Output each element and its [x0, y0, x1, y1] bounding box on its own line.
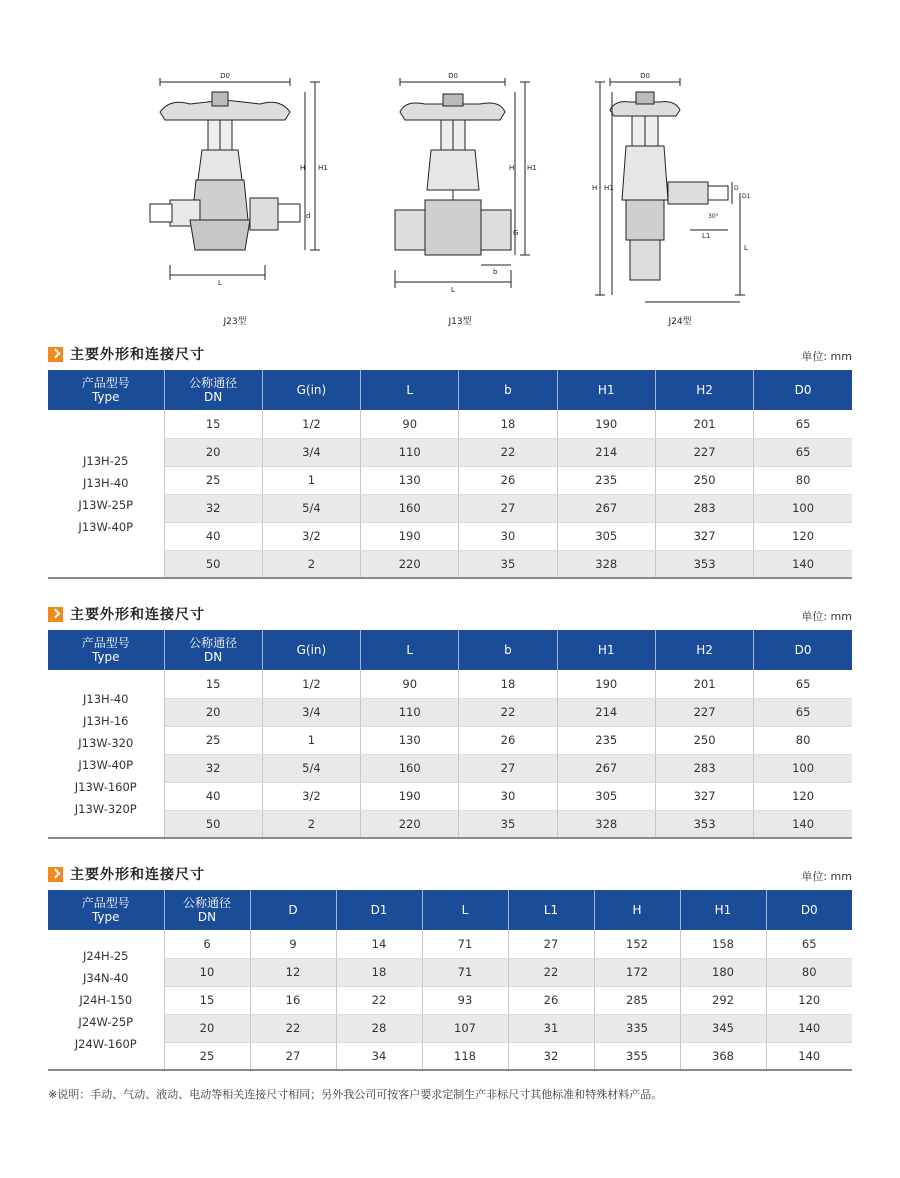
j24-label-d0: D0 — [640, 72, 650, 80]
table-row — [48, 930, 852, 958]
section-header — [48, 864, 852, 890]
table-cell: 327 — [655, 522, 753, 550]
unit-label: 单位: mm — [801, 350, 852, 363]
column-header: L — [361, 370, 459, 410]
table-cell: 80 — [766, 958, 852, 986]
table-cell: 31 — [508, 1014, 594, 1042]
table-cell: 90 — [361, 410, 459, 438]
table-cell: 80 — [754, 726, 852, 754]
table-cell: 10 — [164, 958, 250, 986]
column-header: H1 — [680, 890, 766, 930]
table-cell: 34 — [336, 1042, 422, 1070]
table-row — [48, 958, 852, 986]
table-row — [48, 726, 852, 754]
column-header: L1 — [508, 890, 594, 930]
dimension-section-3 — [48, 864, 852, 1071]
column-header: 公称通径 DN — [164, 630, 262, 670]
table-cell: 345 — [680, 1014, 766, 1042]
table-row — [48, 438, 852, 466]
table-row — [48, 670, 852, 698]
j13-valve-diagram — [385, 70, 535, 310]
table-row — [48, 698, 852, 726]
table-cell: 65 — [754, 410, 852, 438]
column-header: L — [361, 630, 459, 670]
table-cell: 15 — [164, 986, 250, 1014]
table-cell: 35 — [459, 550, 557, 578]
table-cell: 328 — [557, 550, 655, 578]
model-list: J13H-25 J13H-40 J13W-25P J13W-40P — [48, 410, 164, 578]
table-cell: 80 — [754, 466, 852, 494]
table-cell: 100 — [754, 494, 852, 522]
dimension-section-2 — [48, 604, 852, 839]
table-cell: 283 — [655, 754, 753, 782]
table-cell: 3/2 — [262, 522, 360, 550]
column-header: H2 — [655, 370, 753, 410]
column-header: 产品型号 Type — [48, 890, 164, 930]
j23-valve-diagram — [130, 70, 340, 310]
table-cell: 158 — [680, 930, 766, 958]
table-cell: 22 — [250, 1014, 336, 1042]
section-header — [48, 344, 852, 370]
column-header: D1 — [336, 890, 422, 930]
table-cell: 18 — [459, 410, 557, 438]
table-cell: 110 — [361, 438, 459, 466]
arrow-right-icon — [48, 607, 63, 622]
column-header: H2 — [655, 630, 753, 670]
j24-caption: J24型 — [668, 317, 692, 327]
table-cell: 27 — [508, 930, 594, 958]
table-cell: 267 — [557, 754, 655, 782]
table-cell: 235 — [557, 466, 655, 494]
j13-label-d0: D0 — [448, 72, 458, 80]
model-list: J13H-40 J13H-16 J13W-320 J13W-40P J13W-160P J13W-320P — [48, 670, 164, 838]
table-cell: 22 — [508, 958, 594, 986]
table-cell: 40 — [164, 522, 262, 550]
table-cell: 65 — [754, 670, 852, 698]
table-cell: 328 — [557, 810, 655, 838]
table-cell: 22 — [459, 438, 557, 466]
table-cell: 65 — [754, 698, 852, 726]
table-cell: 355 — [594, 1042, 680, 1070]
table-cell: 190 — [361, 522, 459, 550]
table-cell: 118 — [422, 1042, 508, 1070]
table-row — [48, 494, 852, 522]
table-cell: 120 — [754, 782, 852, 810]
table-cell: 27 — [459, 754, 557, 782]
table-row — [48, 782, 852, 810]
j24-label-d: D — [734, 185, 739, 192]
j23-label-d0: D0 — [220, 72, 230, 80]
dimension-table-1 — [48, 370, 852, 579]
j13-label-g: G — [513, 229, 519, 237]
table-cell: 3/4 — [262, 438, 360, 466]
table-cell: 235 — [557, 726, 655, 754]
table-cell: 35 — [459, 810, 557, 838]
table-row — [48, 986, 852, 1014]
table-row — [48, 550, 852, 578]
table-cell: 201 — [655, 410, 753, 438]
table-cell: 20 — [164, 1014, 250, 1042]
arrow-right-icon — [48, 867, 63, 882]
table-cell: 65 — [754, 438, 852, 466]
table-cell: 5/4 — [262, 494, 360, 522]
table-cell: 250 — [655, 466, 753, 494]
table-cell: 1 — [262, 466, 360, 494]
table-cell: 27 — [459, 494, 557, 522]
table-cell: 20 — [164, 438, 262, 466]
table-cell: 140 — [754, 810, 852, 838]
j23-label-h: H — [300, 164, 306, 172]
table-cell: 15 — [164, 410, 262, 438]
column-header: 公称通径 DN — [164, 890, 250, 930]
j23-label-l: L — [218, 279, 222, 287]
table-cell: 130 — [361, 466, 459, 494]
table-cell: 27 — [250, 1042, 336, 1070]
table-cell: 227 — [655, 698, 753, 726]
table-cell: 1/2 — [262, 410, 360, 438]
section-title: 主要外形和连接尺寸 — [70, 347, 205, 363]
column-header: D0 — [766, 890, 852, 930]
unit-label: 单位: mm — [801, 870, 852, 883]
table-cell: 22 — [336, 986, 422, 1014]
table-cell: 285 — [594, 986, 680, 1014]
table-cell: 100 — [754, 754, 852, 782]
table-cell: 15 — [164, 670, 262, 698]
arrow-right-icon — [48, 347, 63, 362]
table-cell: 3/2 — [262, 782, 360, 810]
table-cell: 140 — [754, 550, 852, 578]
table-row — [48, 410, 852, 438]
table-cell: 18 — [336, 958, 422, 986]
table-cell: 71 — [422, 930, 508, 958]
j13-label-h1: H1 — [527, 164, 537, 172]
model-list: J24H-25 J34N-40 J24H-150 J24W-25P J24W-160P — [48, 930, 164, 1070]
column-header: H1 — [557, 630, 655, 670]
drawing-j24 — [590, 70, 770, 330]
column-header: H1 — [557, 370, 655, 410]
table-cell: 107 — [422, 1014, 508, 1042]
table-cell: 50 — [164, 550, 262, 578]
dimension-table-2 — [48, 630, 852, 839]
j24-label-d1: D1 — [742, 193, 751, 200]
table-cell: 335 — [594, 1014, 680, 1042]
table-cell: 190 — [557, 410, 655, 438]
j23-caption: J23型 — [223, 317, 247, 327]
table-cell: 3/4 — [262, 698, 360, 726]
section-title: 主要外形和连接尺寸 — [70, 867, 205, 883]
table-cell: 1/2 — [262, 670, 360, 698]
table-cell: 16 — [250, 986, 336, 1014]
table-cell: 353 — [655, 550, 753, 578]
column-header: G(in) — [262, 630, 360, 670]
table-cell: 25 — [164, 726, 262, 754]
column-header: D0 — [754, 630, 852, 670]
j13-label-h: H — [509, 164, 515, 172]
table-cell: 26 — [459, 726, 557, 754]
drawing-j13 — [385, 70, 535, 330]
table-row — [48, 466, 852, 494]
column-header: H — [594, 890, 680, 930]
table-cell: 130 — [361, 726, 459, 754]
dimension-table-3 — [48, 890, 852, 1071]
table-cell: 201 — [655, 670, 753, 698]
table-cell: 327 — [655, 782, 753, 810]
table-cell: 14 — [336, 930, 422, 958]
column-header: D0 — [754, 370, 852, 410]
table-cell: 160 — [361, 754, 459, 782]
table-cell: 110 — [361, 698, 459, 726]
table-cell: 368 — [680, 1042, 766, 1070]
table-cell: 2 — [262, 550, 360, 578]
table-cell: 180 — [680, 958, 766, 986]
table-cell: 18 — [459, 670, 557, 698]
column-header: b — [459, 630, 557, 670]
j24-valve-diagram — [590, 70, 770, 310]
table-cell: 30 — [459, 522, 557, 550]
footnote: ※说明：手动、气动、液动、电动等相关连接尺寸相同；另外我公司可按客户要求定制生产非标尺寸其他标准和特殊材料产品。 — [48, 1088, 663, 1101]
drawing-j23 — [130, 70, 340, 330]
table-cell: 140 — [766, 1014, 852, 1042]
table-cell: 353 — [655, 810, 753, 838]
j24-label-angle: 30° — [708, 213, 719, 220]
table-cell: 32 — [508, 1042, 594, 1070]
table-cell: 40 — [164, 782, 262, 810]
table-cell: 305 — [557, 782, 655, 810]
table-cell: 2 — [262, 810, 360, 838]
table-cell: 1 — [262, 726, 360, 754]
column-header: b — [459, 370, 557, 410]
table-cell: 5/4 — [262, 754, 360, 782]
valve-drawings — [0, 60, 900, 330]
table-cell: 152 — [594, 930, 680, 958]
table-cell: 25 — [164, 466, 262, 494]
table-cell: 190 — [361, 782, 459, 810]
j24-label-h: H — [592, 184, 598, 192]
j13-caption: J13型 — [448, 317, 472, 327]
table-row — [48, 810, 852, 838]
table-cell: 26 — [459, 466, 557, 494]
table-cell: 20 — [164, 698, 262, 726]
table-cell: 6 — [164, 930, 250, 958]
table-cell: 30 — [459, 782, 557, 810]
table-row — [48, 754, 852, 782]
table-row — [48, 1014, 852, 1042]
table-cell: 190 — [557, 670, 655, 698]
table-cell: 65 — [766, 930, 852, 958]
column-header: 产品型号 Type — [48, 630, 164, 670]
table-cell: 9 — [250, 930, 336, 958]
table-cell: 214 — [557, 438, 655, 466]
column-header: L — [422, 890, 508, 930]
table-cell: 28 — [336, 1014, 422, 1042]
table-cell: 120 — [766, 986, 852, 1014]
column-header: 公称通径 DN — [164, 370, 262, 410]
j13-label-l: L — [451, 286, 455, 294]
j23-label-d: d — [306, 212, 311, 220]
section-title: 主要外形和连接尺寸 — [70, 607, 205, 623]
table-cell: 25 — [164, 1042, 250, 1070]
table-cell: 120 — [754, 522, 852, 550]
table-cell: 292 — [680, 986, 766, 1014]
table-cell: 32 — [164, 754, 262, 782]
table-cell: 220 — [361, 810, 459, 838]
unit-label: 单位: mm — [801, 610, 852, 623]
column-header: 产品型号 Type — [48, 370, 164, 410]
j24-label-l1: L1 — [702, 232, 711, 240]
table-cell: 267 — [557, 494, 655, 522]
table-cell: 283 — [655, 494, 753, 522]
dimension-section-1 — [48, 344, 852, 579]
column-header: G(in) — [262, 370, 360, 410]
table-cell: 93 — [422, 986, 508, 1014]
table-cell: 305 — [557, 522, 655, 550]
table-cell: 50 — [164, 810, 262, 838]
table-cell: 26 — [508, 986, 594, 1014]
table-cell: 71 — [422, 958, 508, 986]
column-header: D — [250, 890, 336, 930]
table-cell: 227 — [655, 438, 753, 466]
table-row — [48, 1042, 852, 1070]
table-cell: 172 — [594, 958, 680, 986]
table-cell: 12 — [250, 958, 336, 986]
table-row — [48, 522, 852, 550]
j23-label-h1: H1 — [318, 164, 328, 172]
j24-label-h1: H1 — [604, 184, 614, 192]
table-cell: 160 — [361, 494, 459, 522]
table-cell: 214 — [557, 698, 655, 726]
table-cell: 250 — [655, 726, 753, 754]
j24-label-l: L — [744, 244, 748, 252]
table-cell: 32 — [164, 494, 262, 522]
section-header — [48, 604, 852, 630]
j13-label-b: b — [493, 268, 498, 276]
table-cell: 220 — [361, 550, 459, 578]
table-cell: 140 — [766, 1042, 852, 1070]
table-cell: 90 — [361, 670, 459, 698]
table-cell: 22 — [459, 698, 557, 726]
